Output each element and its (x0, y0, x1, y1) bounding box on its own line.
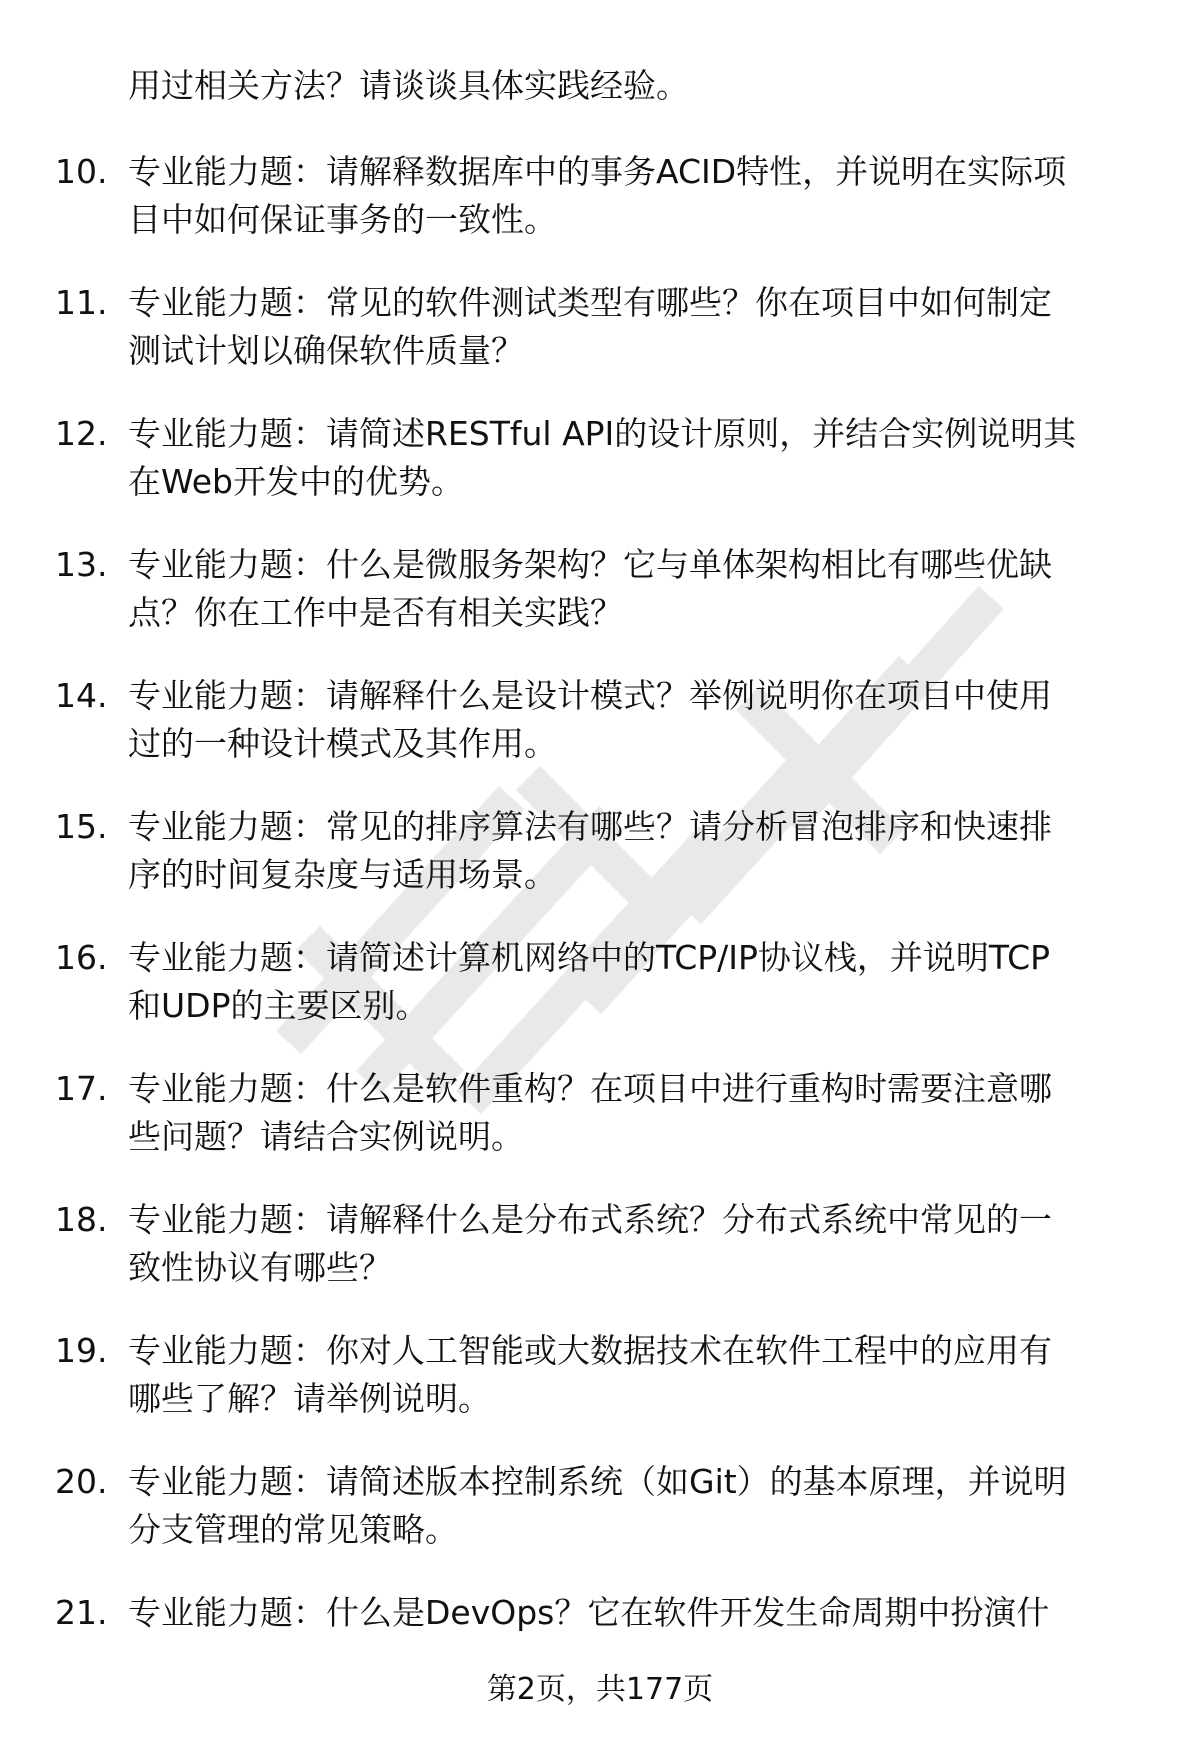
question-text-line: 序的时间复杂度与适用场景。 (128, 855, 557, 894)
question-text (128, 1327, 1168, 1423)
question-text-line: 哪些了解？请举例说明。 (128, 1379, 491, 1418)
question-item (0, 672, 1200, 803)
question-text-line: 专业能力题：请简述版本控制系统（如Git）的基本原理，并说明 (128, 1462, 1067, 1501)
question-number: 20. (55, 1462, 108, 1501)
question-number: 21. (55, 1593, 108, 1632)
question-text-line: 在Web开发中的优势。 (128, 462, 464, 501)
question-list (0, 148, 1200, 1720)
question-text-line: 和UDP的主要区别。 (128, 986, 429, 1025)
question-text (128, 672, 1168, 768)
question-number: 17. (55, 1069, 108, 1108)
question-text-line: 专业能力题：什么是DevOps？它在软件开发生命周期中扮演什 (128, 1593, 1050, 1632)
question-text (128, 803, 1168, 899)
question-item (0, 1196, 1200, 1327)
question-number: 12. (55, 414, 108, 453)
question-text-line: 测试计划以确保软件质量？ (128, 331, 524, 370)
question-text-line: 致性协议有哪些？ (128, 1248, 392, 1287)
question-number: 18. (55, 1200, 108, 1239)
question-text (128, 541, 1168, 637)
question-number: 15. (55, 807, 108, 846)
question-text-line: 目中如何保证事务的一致性。 (128, 200, 557, 239)
question-text-line: 专业能力题：请解释什么是分布式系统？分布式系统中常见的一 (128, 1200, 1052, 1239)
question-text (128, 148, 1168, 244)
question-text-line: 点？你在工作中是否有相关实践？ (128, 593, 623, 632)
question-text-line: 专业能力题：什么是软件重构？在项目中进行重构时需要注意哪 (128, 1069, 1052, 1108)
question-item (0, 1327, 1200, 1458)
question-number: 16. (55, 938, 108, 977)
question-text-line: 专业能力题：你对人工智能或大数据技术在软件工程中的应用有 (128, 1331, 1052, 1370)
question-item (0, 410, 1200, 541)
question-text-line: 专业能力题：常见的排序算法有哪些？请分析冒泡排序和快速排 (128, 807, 1052, 846)
question-text-line: 些问题？请结合实例说明。 (128, 1117, 524, 1156)
question-text-line: 专业能力题：请简述计算机网络中的TCP/IP协议栈，并说明TCP (128, 938, 1051, 977)
question-item (0, 148, 1200, 279)
question-text (128, 1589, 1168, 1637)
question-text (128, 1065, 1168, 1161)
continued-question-text: 用过相关方法？请谈谈具体实践经验。 (128, 66, 689, 105)
question-text (128, 934, 1168, 1030)
question-number: 19. (55, 1331, 108, 1370)
question-text (128, 410, 1168, 506)
question-item (0, 541, 1200, 672)
question-number: 10. (55, 152, 108, 191)
question-text-line: 专业能力题：什么是微服务架构？它与单体架构相比有哪些优缺 (128, 545, 1052, 584)
question-text-line: 专业能力题：常见的软件测试类型有哪些？你在项目中如何制定 (128, 283, 1052, 322)
question-text-line: 过的一种设计模式及其作用。 (128, 724, 557, 763)
question-item (0, 1065, 1200, 1196)
question-text (128, 1196, 1168, 1292)
question-text-line: 分支管理的常见策略。 (128, 1510, 458, 1549)
question-text (128, 1458, 1168, 1554)
question-item (0, 803, 1200, 934)
question-item (0, 934, 1200, 1065)
question-text-line: 专业能力题：请简述RESTful API的设计原则，并结合实例说明其 (128, 414, 1077, 453)
question-text-line: 专业能力题：请解释数据库中的事务ACID特性，并说明在实际项 (128, 152, 1067, 191)
question-text (128, 279, 1168, 375)
question-number: 13. (55, 545, 108, 584)
question-number: 14. (55, 676, 108, 715)
question-number: 11. (55, 283, 108, 322)
question-text-line: 专业能力题：请解释什么是设计模式？举例说明你在项目中使用 (128, 676, 1052, 715)
question-item (0, 1458, 1200, 1589)
page-number-footer: 第2页，共177页 (486, 1672, 714, 1707)
question-item (0, 279, 1200, 410)
